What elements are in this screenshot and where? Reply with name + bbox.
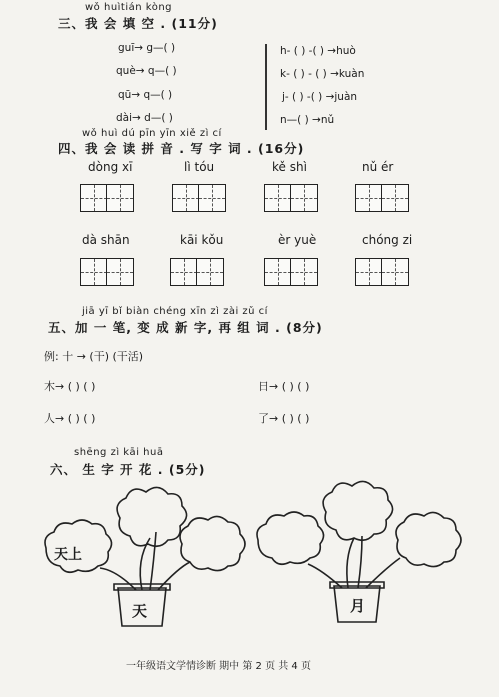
s3-right-row: h- ( ) -( ) →huò (280, 45, 356, 57)
s5-row: 木→ ( ) ( ) (44, 380, 96, 393)
s4-pinyin-label: kě shì (272, 160, 307, 174)
petal-cloud (117, 487, 186, 546)
petal-cloud (257, 512, 324, 564)
s5-example: 例: 十 → (干) (干活) (44, 350, 144, 363)
s3-left-row: dài→ d—( ) (116, 112, 173, 124)
stem (358, 536, 362, 588)
s3-pinyin: wǒ huìtián kòng (85, 2, 173, 13)
stem (100, 568, 136, 590)
s5-pinyin: jiā yī bǐ biàn chéng xīn zì zài zǔ cí (82, 306, 268, 317)
s4-pinyin: wǒ huì dú pīn yīn xiě zì cí (82, 128, 222, 139)
s3-left-row: qū→ q—( ) (118, 89, 173, 101)
s3-left-row: guī→ g—( ) (118, 42, 176, 54)
s4-pinyin-label: èr yuè (278, 233, 317, 247)
stem (158, 562, 190, 590)
pot-character: 天 (132, 602, 148, 620)
s3-title: 三、我 会 填 空 . (11分) (58, 16, 218, 31)
petal-word: 天上 (54, 547, 82, 563)
s5-title: 五、加 一 笔, 变 成 新 字, 再 组 词 . (8分) (48, 320, 323, 335)
stem (308, 564, 342, 588)
s4-pinyin-label: dòng xī (88, 160, 133, 174)
petal-cloud (323, 481, 392, 540)
s6-title: 六、 生 字 开 花 . (5分) (50, 462, 206, 477)
s5-row: 人→ ( ) ( ) (44, 412, 96, 425)
page-footer: 一年级语文学情诊断 期中 第 2 页 共 4 页 (126, 661, 311, 672)
s3-left-row: què→ q—( ) (116, 65, 177, 77)
s4-pinyin-label: nǔ ér (362, 160, 394, 174)
s4-pinyin-label: lì tóu (184, 160, 215, 174)
pot-character: 月 (350, 597, 366, 615)
stem (347, 538, 354, 588)
s4-pinyin-label: kāi kǒu (180, 233, 224, 247)
s3-right-row: k- ( ) - ( ) →kuàn (280, 68, 365, 80)
s4-title: 四、我 会 读 拼 音 . 写 字 词 . (16分) (58, 141, 305, 156)
stem (366, 558, 400, 588)
s5-row: 日→ ( ) ( ) (258, 380, 310, 393)
s3-right-row: n—( ) →nǔ (280, 114, 335, 126)
s5-row: 了→ ( ) ( ) (258, 412, 310, 425)
stem (150, 532, 156, 590)
s4-pinyin-label: chóng zi (362, 233, 413, 247)
petal-cloud (396, 512, 461, 566)
s6-pinyin: shēng zì kāi huā (74, 447, 164, 458)
s4-pinyin-label: dà shān (82, 233, 130, 247)
s3-right-row: j- ( ) -( ) →juàn (282, 91, 358, 103)
